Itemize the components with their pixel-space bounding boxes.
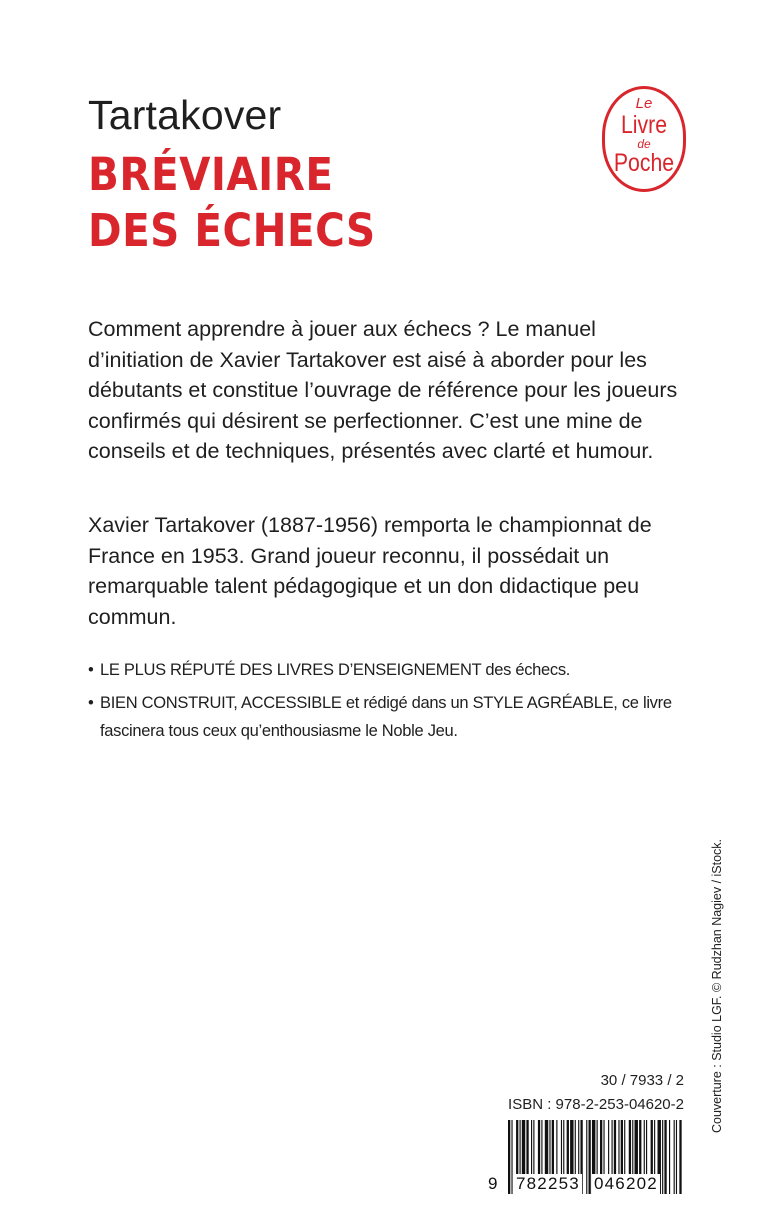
cover-credit-container: [700, 836, 734, 1136]
selling-point: [88, 656, 688, 684]
description-paragraph-1: Comment apprendre à jouer aux échecs ? Le manuel d’initiation de Xavier Tartakover est aisé à aborder pour les débutants et constitue l’ouvrage de référence pour les joueurs confirmés qui désirent se perfectionner. C’est une mine de conseils et de techniques, présentés avec clarté et humour.: [88, 317, 678, 463]
bullet-marker: •: [88, 694, 94, 712]
barcode-first-digit: 9: [488, 1174, 498, 1193]
selling-point: [88, 689, 688, 745]
author-biography: Xavier Tartakover (1887-1956) remporta le championnat de France en 1953. Grand joueur reconnu, il possédait un remarquable talent pédagogique et un don didactique peu commun.: [88, 513, 652, 629]
barcode-right-group: 046202: [594, 1174, 658, 1193]
logo-poche: Poche: [613, 149, 675, 177]
book-title-line-2: DES ÉCHECS: [88, 204, 376, 257]
logo-livre: Livre: [620, 111, 668, 139]
author-name: Tartakover: [88, 92, 282, 138]
logo-le: Le: [635, 95, 653, 112]
catalog-number: 30 / 7933 / 2: [600, 1072, 684, 1089]
cover-credit: Couverture : Studio LGF. © Rudzhan Nagiev / iStock.: [710, 838, 724, 1134]
isbn-number: ISBN : 978-2-253-04620-2: [508, 1096, 684, 1113]
book-title-line-1: BRÉVIAIRE: [88, 148, 334, 201]
bullet-marker: •: [88, 661, 94, 679]
barcode-digits: [488, 1174, 688, 1196]
publisher-logo: [602, 86, 686, 192]
selling-point-text: BIEN CONSTRUIT, ACCESSIBLE et rédigé dans un STYLE AGRÉABLE, ce livre fascinera tous ceux qu’enthousiasme le Noble Jeu.: [100, 694, 672, 740]
barcode-left-group: 782253: [516, 1174, 580, 1193]
selling-point-text: LE PLUS RÉPUTÉ DES LIVRES D’ENSEIGNEMENT des échecs.: [100, 661, 571, 679]
selling-points: [88, 656, 688, 750]
logo-de: de: [637, 137, 651, 151]
